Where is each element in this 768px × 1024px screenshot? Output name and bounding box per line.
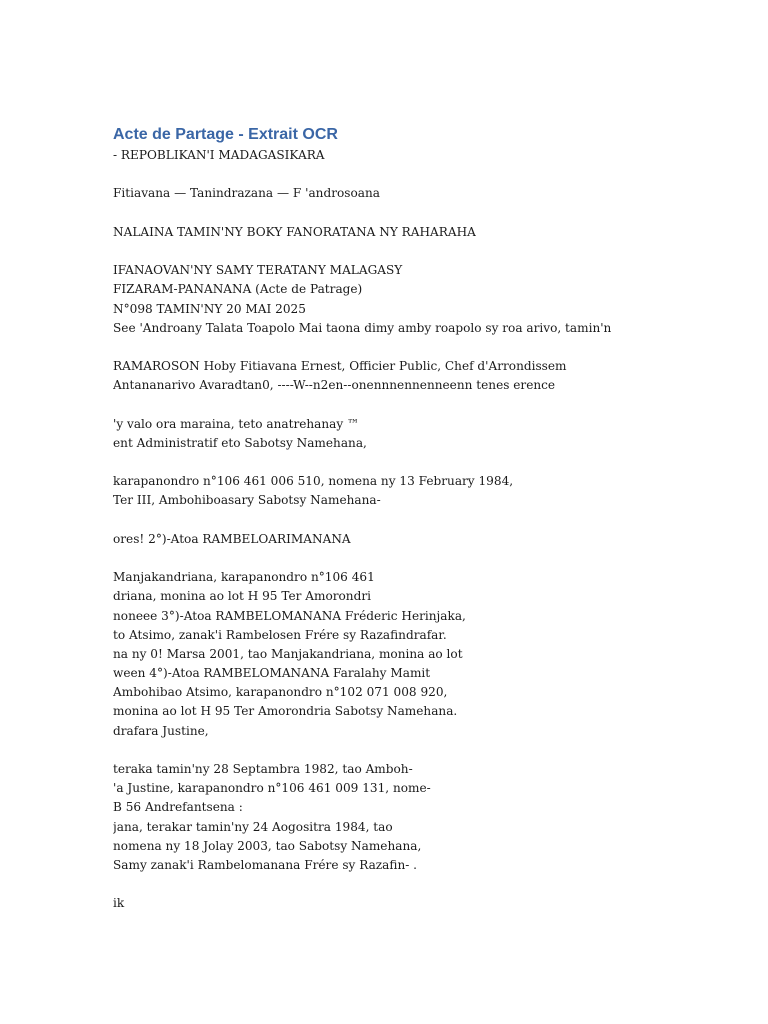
document-body bbox=[113, 124, 733, 914]
text-line: RAMAROSON Hoby Fitiavana Ernest, Officier Public, Chef d'Arrondissem bbox=[113, 359, 567, 374]
text-line: Ambohibao Atsimo, karapanondro n°102 071 008 920, bbox=[113, 685, 448, 700]
document-text bbox=[113, 146, 733, 914]
text-line: IFANAOVAN'NY SAMY TERATANY MALAGASY bbox=[113, 263, 403, 278]
text-line: 'y valo ora maraina, teto anatrehanay ™ bbox=[113, 416, 360, 431]
text-line: ween 4°)-Atoa RAMBELOMANANA Faralahy Mamit bbox=[113, 666, 431, 681]
text-line: ores! 2°)-Atoa RAMBELOARIMANANA bbox=[113, 531, 351, 546]
text-line: 'a Justine, karapanondro n°106 461 009 131, nome- bbox=[113, 781, 431, 796]
blank-line bbox=[113, 549, 733, 568]
text-line: Ter III, Ambohiboasary Sabotsy Namehana- bbox=[113, 493, 381, 508]
text-line: Samy zanak'i Rambelomanana Frére sy Razafin- . bbox=[113, 857, 418, 872]
document-title: Acte de Partage - Extrait OCR bbox=[113, 126, 338, 143]
text-line: to Atsimo, zanak'i Rambelosen Frére sy Razafindrafar. bbox=[113, 627, 447, 642]
text-line: - REPOBLIKAN'I MADAGASIKARA bbox=[113, 148, 325, 162]
text-line: karapanondro n°106 461 006 510, nomena ny 13 February 1984, bbox=[113, 474, 514, 489]
text-line: Manjakandriana, karapanondro n°106 461 bbox=[113, 570, 375, 585]
text-line: drafara Justine, bbox=[113, 723, 209, 738]
text-line: Antananarivo Avaradtan0, ----W--n2en--onennnennenneenn tenes erence bbox=[113, 378, 556, 393]
blank-line bbox=[113, 511, 733, 530]
text-line: FIZARAM-PANANANA (Acte de Patrage) bbox=[113, 282, 363, 297]
blank-line bbox=[113, 338, 733, 357]
blank-line bbox=[113, 204, 733, 223]
text-line: na ny 0! Marsa 2001, tao Manjakandriana, monina ao lot bbox=[113, 646, 463, 661]
text-line: teraka tamin'ny 28 Septambra 1982, tao Amboh- bbox=[113, 762, 413, 776]
text-line: ent Administratif eto Sabotsy Namehana, bbox=[113, 435, 367, 450]
text-line: monina ao lot H 95 Ter Amorondria Sabotsy Namehana. bbox=[113, 704, 458, 719]
blank-line bbox=[113, 875, 733, 894]
blank-line bbox=[113, 242, 733, 261]
text-line: NALAINA TAMIN'NY BOKY FANORATANA NY RAHARAHA bbox=[113, 224, 476, 239]
blank-line bbox=[113, 453, 733, 472]
blank-line bbox=[113, 165, 733, 184]
text-line: ik bbox=[113, 896, 125, 911]
text-line: nomena ny 18 Jolay 2003, tao Sabotsy Namehana, bbox=[113, 838, 422, 853]
text-line: N°098 TAMIN'NY 20 MAI 2025 bbox=[113, 301, 306, 316]
text-line: jana, terakar tamin'ny 24 Aogositra 1984, tao bbox=[113, 819, 393, 834]
text-line: Fitiavana — Tanindrazana — F 'androsoana bbox=[113, 186, 380, 201]
text-line: noneee 3°)-Atoa RAMBELOMANANA Fréderic Herinjaka, bbox=[113, 608, 466, 623]
blank-line bbox=[113, 741, 733, 760]
blank-line bbox=[113, 395, 733, 414]
text-line: See 'Androany Talata Toapolo Mai taona dimy amby roapolo sy roa arivo, tamin'n bbox=[113, 320, 612, 335]
text-line: B 56 Andrefantsena : bbox=[113, 800, 243, 815]
text-line: driana, monina ao lot H 95 Ter Amorondri bbox=[113, 589, 371, 604]
